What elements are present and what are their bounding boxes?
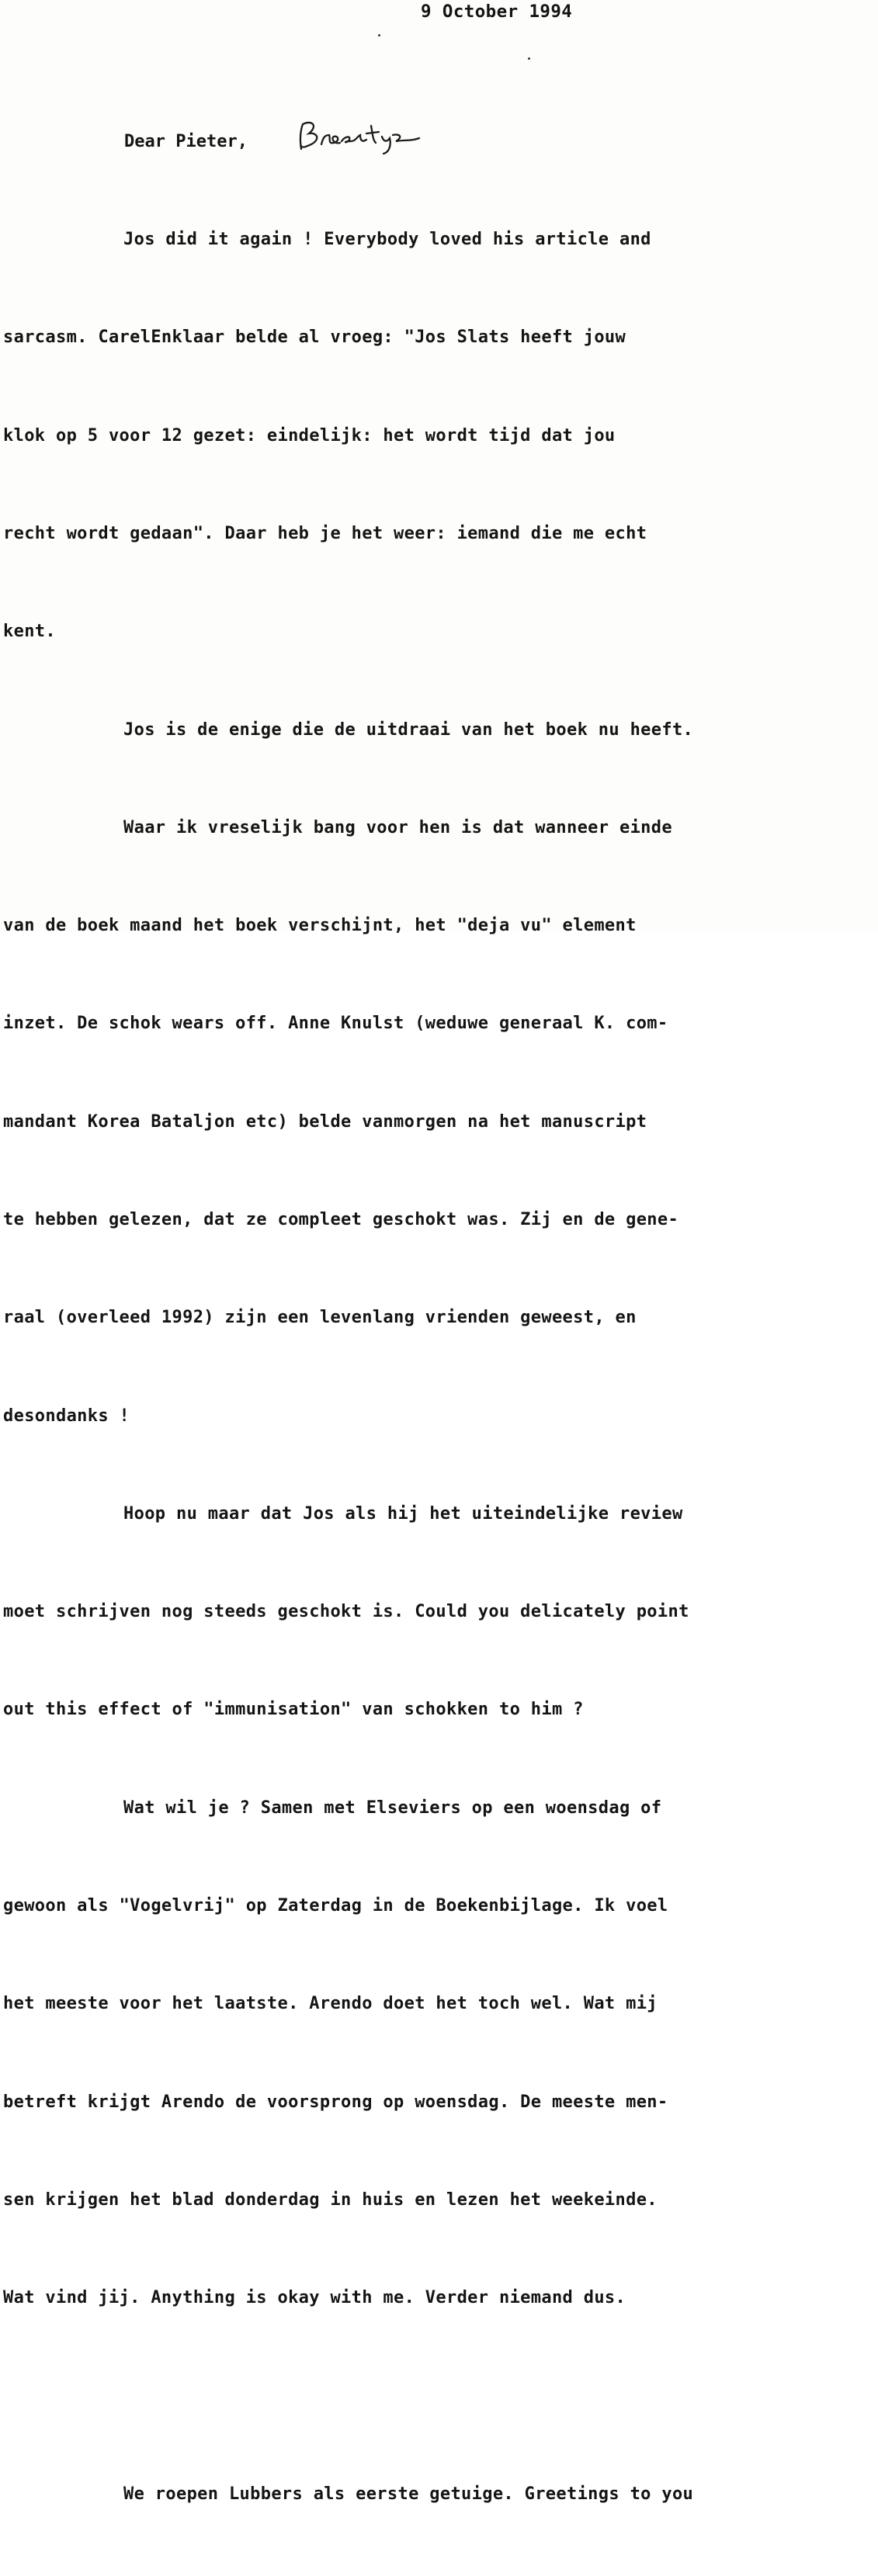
letter-line: sarcasm. CarelEnklaar belde al vroeg: "Jos Slats heeft jouw (3, 328, 626, 348)
letter-line: desondanks ! (3, 1406, 130, 1426)
letter-line: raal (overleed 1992) zijn een levenlang vrienden geweest, en (3, 1308, 637, 1328)
letter-line: Jos did it again ! Everybody loved his article and (123, 230, 651, 250)
letter-line: klok op 5 voor 12 gezet: eindelijk: het wordt tijd dat jou (3, 425, 616, 446)
letter-line: mandant Korea Bataljon etc) belde vanmorgen na het manuscript (3, 1111, 647, 1132)
letter-line: inzet. De schok wears off. Anne Knulst (weduwe generaal K. com- (3, 1014, 668, 1034)
letter-line: te hebben gelezen, dat ze compleet geschokt was. Zij en de gene- (3, 1210, 679, 1229)
letter-date: 9 October 1994 (421, 2, 573, 22)
letter-line: out this effect of "immunisation" van schokken to him ? (3, 1700, 584, 1720)
letter-body (3, 158, 876, 2576)
letter-line: Wat vind jij. Anything is okay with me. Verder niemand dus. (3, 2288, 626, 2308)
handwritten-annotation (295, 118, 427, 157)
paper-speck (528, 57, 530, 60)
letter-line: sen krijgen het blad donderdag in huis en lezen het weekeinde. (3, 2189, 658, 2210)
letter-line: recht wordt gedaan". Daar heb je het weer: iemand die me echt (3, 524, 647, 544)
paper-speck (378, 34, 380, 36)
letter-line: kent. (3, 622, 56, 642)
letter-line: van de boek maand het boek verschijnt, het "deja vu" element (3, 916, 637, 936)
letter-line: Waar ik vreselijk bang voor hen is dat wanneer einde (123, 817, 672, 837)
letter-line: het meeste voor het laatste. Arendo doet het toch wel. Wat mij (3, 1994, 658, 2014)
letter-line: moet schrijven nog steeds geschokt is. Could you delicately point (3, 1602, 689, 1622)
salutation: Dear Pieter, (124, 132, 248, 151)
letter-line: Wat wil je ? Samen met Elseviers op een woensdag of (123, 1798, 662, 1818)
letter-line: Jos is de enige die de uitdraai van het boek nu heeft. (123, 719, 694, 740)
paragraph-gap (3, 2380, 876, 2412)
letter-line: betreft krijgt Arendo de voorsprong op woensdag. De meeste men- (3, 2092, 668, 2112)
letter-line: Hoop nu maar dat Jos als hij het uiteindelijke review (123, 1503, 683, 1524)
letter-line: gewoon als "Vogelvrij" op Zaterdag in de Boekenbijlage. Ik voel (3, 1895, 668, 1916)
letter-line: We roepen Lubbers als eerste getuige. Greetings to you (123, 2484, 694, 2504)
